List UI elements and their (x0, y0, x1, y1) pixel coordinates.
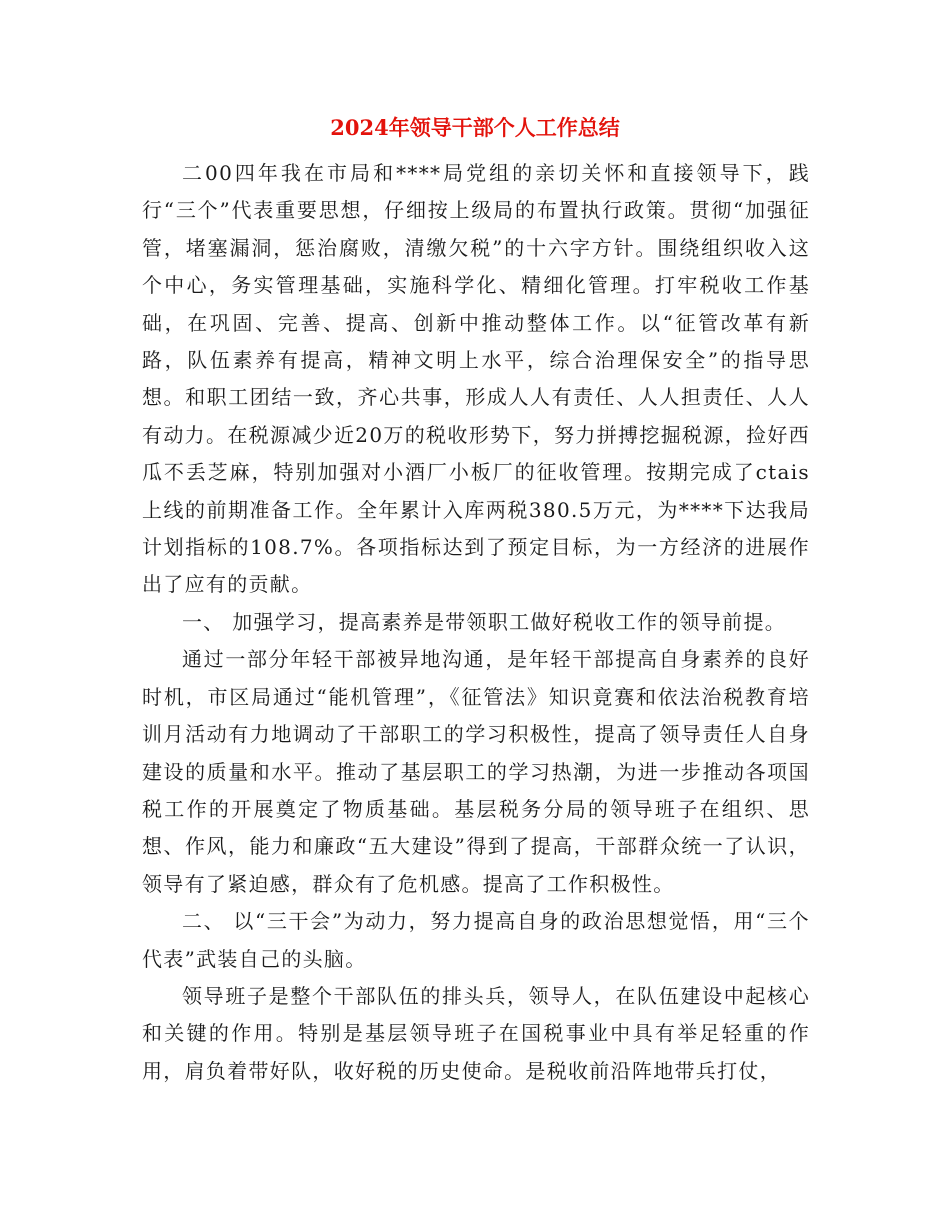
paragraph-section-1: 通过一部分年轻干部被异地沟通，是年轻干部提高自身素养的良好时机，市区局通过“能机管理”，《征管法》知识竟赛和依法治税教育培训月活动有力地调动了干部职工的学习积极性，提高了领导责任人自身建设的质量和水平。推动了基层职工的学习热潮，为进一步推动各项国税工作的开展奠定了物质基础。基层税务分局的领导班子在组织、思想、作风，能力和廉政“五大建设”得到了提高，干部群众统一了认识，领导有了紧迫感，群众有了危机感。提高了工作积极性。 (142, 647, 810, 896)
section-heading-1: 一、 加强学习，提高素养是带领职工做好税收工作的领导前提。 (182, 609, 787, 634)
document-title: 2024年领导干部个人工作总结 (330, 115, 620, 140)
paragraph-intro: 二00四年我在市局和****局党组的亲切关怀和直接领导下，践行“三个”代表重要思想，仔细按上级局的布置执行政策。贯彻“加强征管，堵塞漏洞，惩治腐败，清缴欠税”的十六字方针。围绕组织收入这个中心，务实管理基础，实施科学化、精细化管理。打牢税收工作基础，在巩固、完善、提高、创新中推动整体工作。以“征管改革有新路，队伍素养有提高，精神文明上水平，综合治理保安全”的指导思想。和职工团结一致，齐心共事，形成人人有责任、人人担责任、人人有动力。在税源减少近20万的税收形势下，努力拼搏挖掘税源，捡好西瓜不丢芝麻，特别加强对小酒厂小板厂的征收管理。按期完成了ctais上线的前期准备工作。全年累计入库两税380.5万元，为****下达我局计划指标的108.7%。各项指标达到了预定目标，为一方经济的进展作出了应有的贡献。 (142, 161, 810, 597)
section-heading-2: 二、 以“三干会”为动力，努力提高自身的政治思想觉悟，用“三个代表”武装自己的头脑。 (142, 909, 810, 971)
document-body (142, 155, 810, 1090)
paragraph-section-2: 领导班子是整个干部队伍的排头兵，领导人，在队伍建设中起核心和关键的作用。特别是基层领导班子在国税事业中具有举足轻重的作用，肩负着带好队，收好税的历史使命。是税收前沿阵地带兵打仗， (142, 983, 810, 1083)
